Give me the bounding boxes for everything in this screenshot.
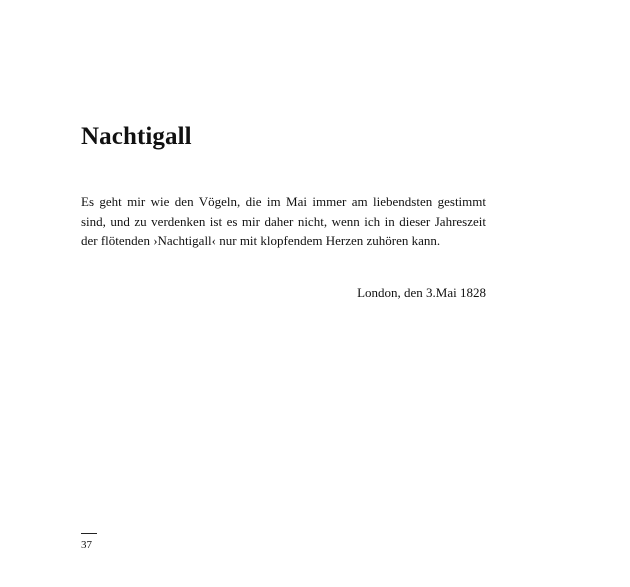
page-number-rule <box>81 533 97 534</box>
dateline: London, den 3.Mai 1828 <box>357 285 486 300</box>
body-paragraph: Es geht mir wie den Vögeln, die im Mai immer am liebendsten gestimmt sind, und zu verdenken ist es mir daher nicht, wenn ich in dieser Jahreszeit der flötenden ›Nachtigall‹ nur mit klopfendem Herzen zuhören kann. <box>81 194 486 248</box>
chapter-title: Nachtigall <box>81 123 192 150</box>
page-number: 37 <box>81 539 92 551</box>
